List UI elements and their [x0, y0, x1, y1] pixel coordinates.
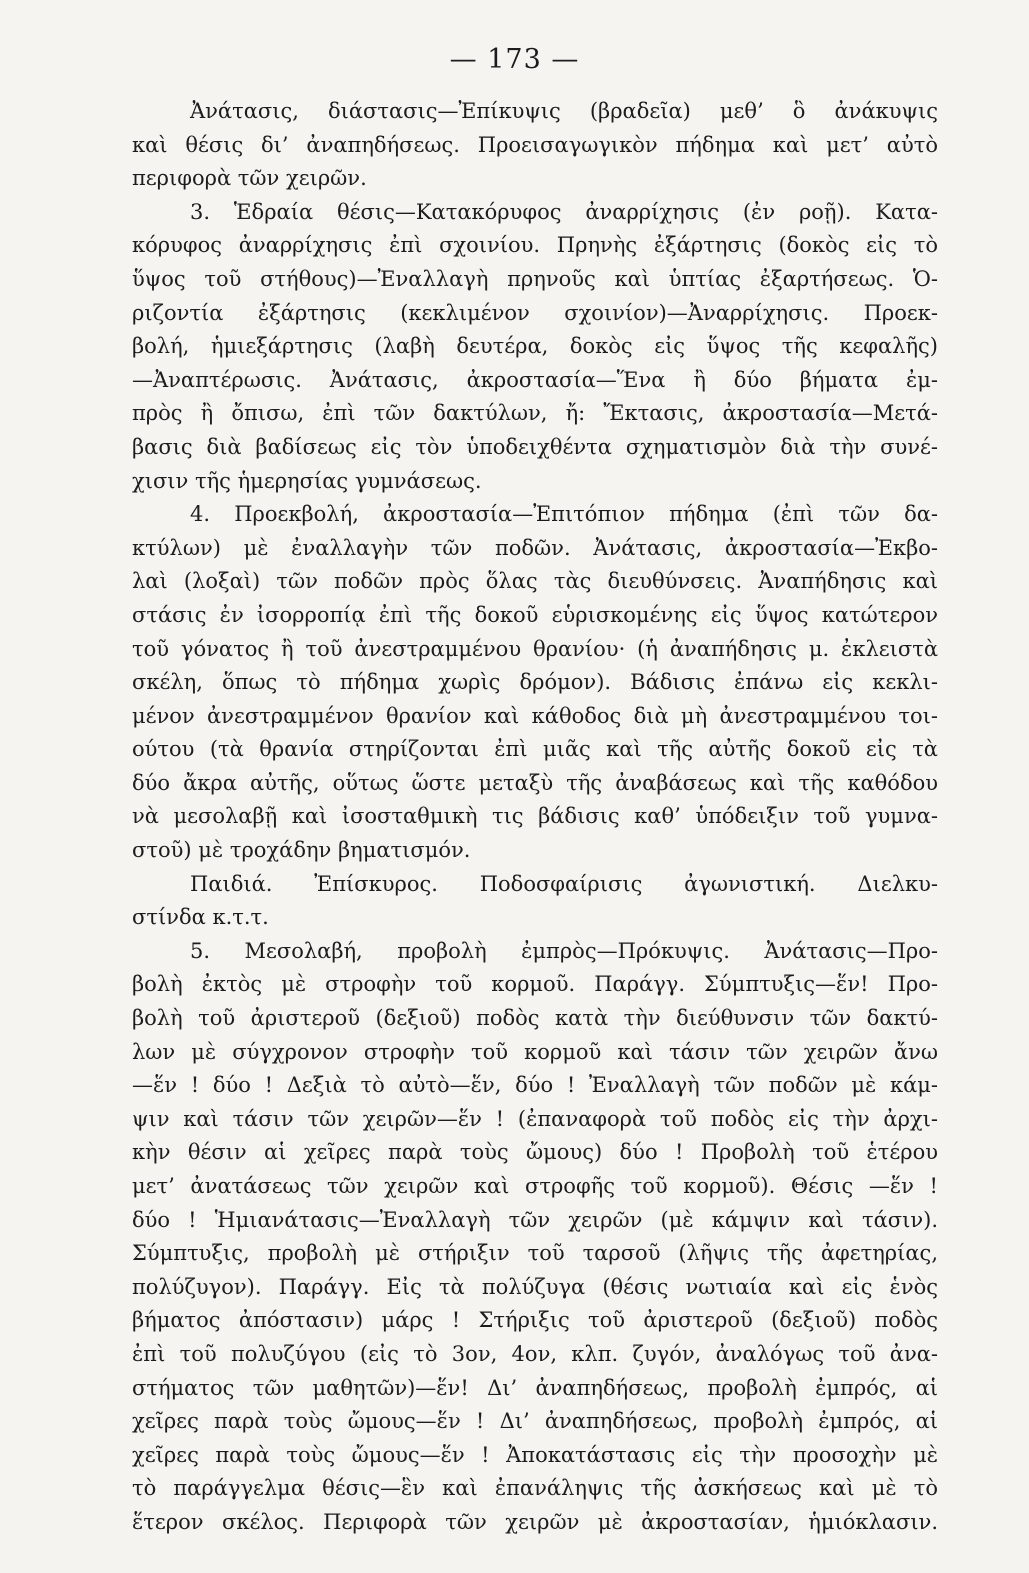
text-line: δύο ! Ἡμιανάτασις—Ἐναλλαγὴ τῶν χειρῶν (μὲ κάμψιν καὶ τάσιν). — [132, 1207, 938, 1232]
text-line: βολὴ ἐκτὸς μὲ στροφὴν τοῦ κορμοῦ. Παράγγ. Σύμπτυξις—ἕν! Προ- — [132, 972, 938, 997]
text-line: δύο ἄκρα αὐτῆς, οὕτως ὥστε μεταξὺ τῆς ἀναβάσεως καὶ τῆς καθόδου — [132, 770, 938, 795]
text-line: ούτου (τὰ θρανία στηρίζονται ἐπὶ μιᾶς καὶ τῆς αὐτῆς δοκοῦ εἰς τὰ — [132, 737, 938, 762]
text-line: λων μὲ σύγχρονον στροφὴν τοῦ κορμοῦ καὶ τάσιν τῶν χειρῶν ἄνω — [132, 1039, 938, 1064]
text-line: ὕψος τοῦ στήθους)—Ἐναλλαγὴ πρηνοῦς καὶ ὑπτίας ἐξαρτήσεως. Ὁ- — [132, 266, 938, 291]
text-line: ἐπὶ τοῦ πολυζύγου (εἰς τὸ 3ον, 4ον, κλπ. ζυγόν, ἀναλόγως τοῦ ἀνα- — [132, 1341, 938, 1366]
text-line: στάσις ἐν ἰσορροπίᾳ ἐπὶ τῆς δοκοῦ εὑρισκομένης εἰς ὕψος κατώτερον — [132, 602, 938, 627]
text-line: πολύζυγον). Παράγγ. Εἰς τὰ πολύζυγα (θέσις νωτιαία καὶ εἰς ἑνὸς — [132, 1274, 938, 1299]
text-line: χεῖρες παρὰ τοὺς ὤμους—ἕν ! Ἀποκατάστασις εἰς τὴν προσοχὴν μὲ — [132, 1442, 938, 1467]
text-line: βασις διὰ βαδίσεως εἰς τὸν ὑποδειχθέντα σχηματισμὸν διὰ τὴν συνέ- — [132, 434, 938, 459]
text-line: ἕτερον σκέλος. Περιφορὰ τῶν χειρῶν μὲ ἀκροστασίαν, ἡμιόκλασιν. — [132, 1509, 938, 1534]
text-line: Σύμπτυξις, προβολὴ μὲ στήριξιν τοῦ ταρσοῦ (λῆψις τῆς ἀφετηρίας, — [132, 1241, 938, 1266]
text-line: 5. Μεσολαβή, προβολὴ ἐμπρὸς—Πρόκυψις. Ἀνάτασις—Προ- — [190, 938, 938, 963]
text-line: καὶ θέσις δι’ ἀναπηδήσεως. Προεισαγωγικὸν πήδημα καὶ μετ’ αὐτὸ — [132, 132, 938, 157]
text-line: κὴν θέσιν αἱ χεῖρες παρὰ τοὺς ὤμους) δύο ! Προβολὴ τοῦ ἑτέρου — [132, 1140, 938, 1165]
page-number: — 173 — — [449, 44, 580, 75]
text-line — [132, 1540, 938, 1573]
text-line: κτύλων) μὲ ἐναλλαγὴν τῶν ποδῶν. Ἀνάτασις, ἀκροστασία—Ἐκβο- — [132, 535, 938, 560]
text-line: τὸ παράγγελμα θέσις—ἓν καὶ ἐπανάληψις τῆς ἀσκήσεως καὶ μὲ τὸ — [132, 1476, 938, 1501]
text-line: στοῦ) μὲ τροχάδην βηματισμόν. — [132, 838, 471, 863]
text-line: πρὸς ἢ ὄπισω, ἐπὶ τῶν δακτύλων, ἤ: Ἔκτασις, ἀκροστασία—Μετά- — [132, 401, 938, 426]
body-text — [132, 95, 938, 1573]
text-line: βολή, ἡμιεξάρτησις (λαβὴ δευτέρα, δοκὸς εἰς ὕψος τῆς κεφαλῆς) — [132, 334, 938, 359]
text-line: στίνδα κ.τ.τ. — [132, 905, 269, 930]
text-line: Ἀνάτασις, διάστασις—Ἐπίκυψις (βραδεῖα) μεθ’ ὃ ἀνάκυψις — [190, 99, 938, 123]
text-line: —Ἀναπτέρωσις. Ἀνάτασις, ἀκροστασία—Ἕνα ἢ δύο βήματα ἐμ- — [132, 367, 938, 392]
text-line: λαὶ (λοξαὶ) τῶν ποδῶν πρὸς ὅλας τὰς διευθύνσεις. Ἀναπήδησις καὶ — [132, 569, 938, 594]
text-line: βήματος ἀπόστασιν) μάρς ! Στήριξις τοῦ ἀριστεροῦ (δεξιοῦ) ποδὸς — [132, 1308, 938, 1333]
text-line: χεῖρες παρὰ τοὺς ὤμους—ἕν ! Δι’ ἀναπηδήσεως, προβολὴ ἐμπρός, αἱ — [132, 1409, 938, 1434]
text-line: βολὴ τοῦ ἀριστεροῦ (δεξιοῦ) ποδὸς κατὰ τὴν διεύθυνσιν τῶν δακτύ- — [132, 1006, 938, 1031]
text-line: περιφορὰ τῶν χειρῶν. — [132, 166, 367, 191]
text-line: ριζοντία ἐξάρτησις (κεκλιμένον σχοινίον)—Ἀναρρίχησις. Προεκ- — [132, 300, 938, 325]
text-line: 3. Ἑδραία θέσις—Κατακόρυφος ἀναρρίχησις (ἐν ροῇ). Κατα- — [190, 199, 938, 224]
text-line: Παιδιά. Ἐπίσκυρος. Ποδοσφαίρισις ἀγωνιστική. Διελκυ- — [190, 871, 938, 896]
text-line: μετ’ ἀνατάσεως τῶν χειρῶν καὶ στροφῆς τοῦ κορμοῦ). Θέσις —ἕν ! — [132, 1174, 938, 1198]
text-line: μένον ἀνεστραμμένον θρανίον καὶ κάθοδος διὰ μὴ ἀνεστραμμένου τοι- — [132, 703, 938, 728]
text-line: χισιν τῆς ἡμερησίας γυμνάσεως. — [132, 468, 482, 493]
text-line: ψιν καὶ τάσιν τῶν χειρῶν—ἕν ! (ἐπαναφορὰ τοῦ ποδὸς εἰς τὴν ἀρχι- — [132, 1106, 938, 1131]
text-line: στήματος τῶν μαθητῶν)—ἕν! Δι’ ἀναπηδήσεως, προβολὴ ἐμπρός, αἱ — [132, 1375, 938, 1400]
text-line: κόρυφος ἀναρρίχησις ἐπὶ σχοινίου. Πρηνὴς ἐξάρτησις (δοκὸς εἰς τὸ — [132, 233, 938, 258]
text-line: —ἕν ! δύο ! Δεξιὰ τὸ αὐτὸ—ἕν, δύο ! Ἐναλλαγὴ τῶν ποδῶν μὲ κάμ- — [132, 1073, 938, 1098]
text-line: νὰ μεσολαβῇ καὶ ἰσοσταθμικὴ τις βάδισις καθ’ ὑπόδειξιν τοῦ γυμνα- — [132, 804, 938, 829]
text-line: τοῦ γόνατος ἢ τοῦ ἀνεστραμμένου θρανίου· (ἡ ἀναπήδησις μ. ἐκλειστὰ — [132, 636, 938, 661]
text-line: σκέλη, ὅπως τὸ πήδημα χωρὶς δρόμον). Βάδισις ἐπάνω εἰς κεκλι- — [132, 670, 938, 695]
text-line: 4. Προεκβολή, ἀκροστασία—Ἐπιτόπιον πήδημα (ἐπὶ τῶν δα- — [190, 502, 938, 527]
